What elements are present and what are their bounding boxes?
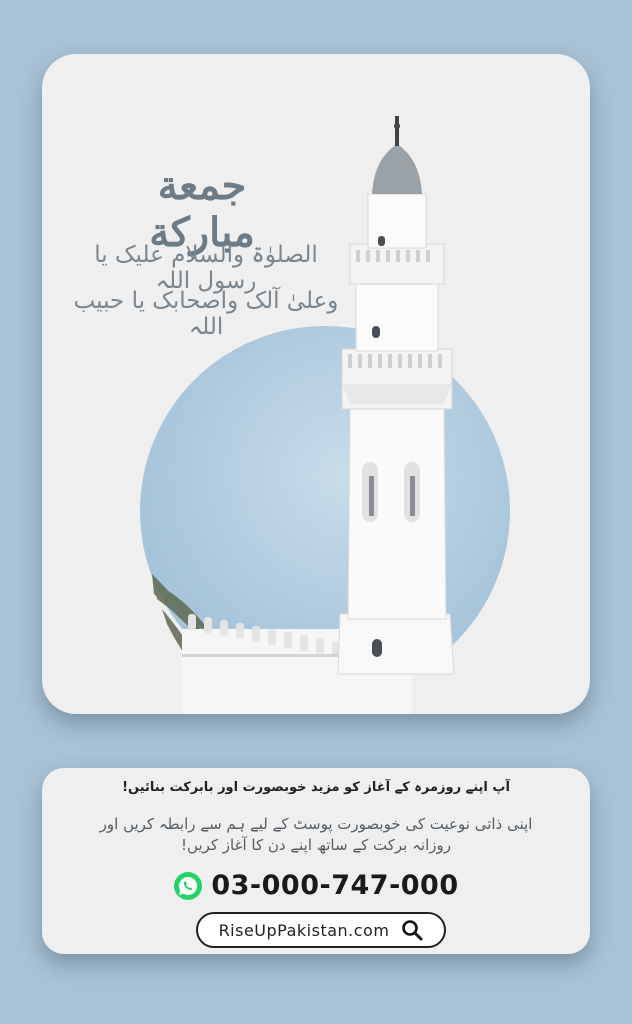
contact-card: [42, 768, 590, 954]
mosque-illustration: [42, 54, 590, 714]
promo-text: اپنی ذاتی نوعیت کی خوبصورت پوسٹ کے لیے ہم سے رابطہ کریں اور روزانہ برکت کے ساتھ اپنے دن کا آغاز کریں!: [99, 815, 533, 854]
search-icon[interactable]: [401, 919, 423, 941]
salutation-line-1: الصلوٰۃ والسلام علیک یا رسول اللہ: [94, 242, 318, 294]
phone-row[interactable]: [42, 870, 590, 901]
phone-number[interactable]: 03-000-747-000: [211, 870, 459, 901]
whatsapp-icon: [173, 871, 203, 901]
website-url[interactable]: RiseUpPakistan.com: [218, 920, 390, 940]
poster-card: [42, 54, 590, 714]
website-search-bar[interactable]: [196, 912, 446, 948]
tagline: آپ اپنے روزمرہ کے آغاز کو مزید خوبصورت اور بابرکت بنائیں!: [122, 780, 510, 795]
salutation-line-2: وعلیٰ آلک واصحابک یا حبیب اللہ: [73, 288, 339, 340]
jumma-mubarak-heading: جمعة مباركة: [149, 162, 255, 256]
